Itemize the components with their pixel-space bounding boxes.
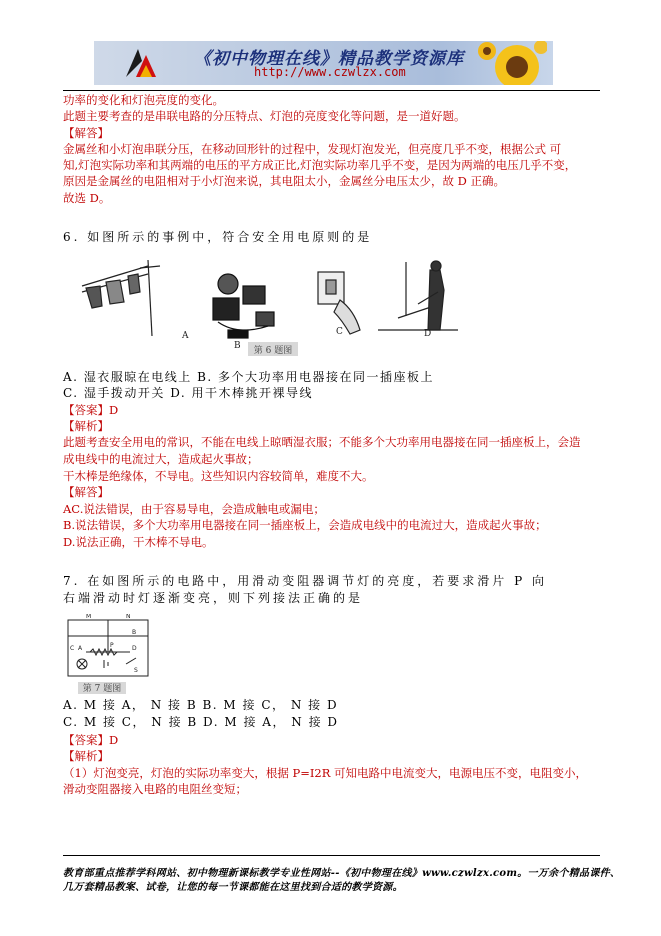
text-line: 故选 D。 bbox=[63, 191, 111, 205]
header-banner bbox=[94, 41, 553, 85]
figure-7-caption: 第 7 题图 bbox=[82, 684, 122, 694]
circuit-label-d: D bbox=[132, 645, 137, 652]
text-line: 此题考查安全用电的常识，不能在电线上晾晒湿衣服；不能多个大功率用电器接在同一插座板上，会造 bbox=[63, 435, 581, 449]
section-heading: 【解析】 bbox=[63, 419, 109, 433]
figure-6-d-dry-stick bbox=[378, 261, 458, 330]
sunflower-icon bbox=[477, 41, 547, 85]
text-line: 此题主要考查的是串联电路的分压特点、灯泡的亮度变化等问题，是一道好题。 bbox=[63, 109, 466, 123]
site-logo bbox=[124, 47, 158, 79]
circuit-label-c: C bbox=[70, 645, 75, 652]
figure-6-label-a: A bbox=[182, 331, 189, 341]
question-7-line-2: 右端滑动时灯逐渐变亮，则下列接法正确的是 bbox=[63, 591, 364, 605]
footer-line-1: 教育部重点推荐学科网站、初中物理新课标教学专业性网站--《初中物理在线》www.czwlzx.com。一万余个精品课件、 bbox=[63, 868, 621, 879]
q7-options-line-2: C. M 接 C， N 接 B D. M 接 A， N 接 D bbox=[63, 715, 339, 729]
figure-6 bbox=[78, 256, 464, 360]
circuit-label-b: B bbox=[132, 629, 137, 636]
figure-6-a-clothes-on-wire bbox=[82, 260, 160, 336]
answer-label: 【答案】D bbox=[63, 403, 119, 417]
figure-6-b-appliances bbox=[213, 274, 274, 338]
figure-6-label-b: B bbox=[234, 341, 241, 351]
q6-options-line-2: C. 湿手拨动开关 D. 用干木棒挑开裸导线 bbox=[63, 386, 314, 400]
text-line: 金属丝和小灯泡串联分压，在移动回形针的过程中，发现灯泡发光，但亮度几乎不变，根据公式 可 bbox=[63, 142, 562, 156]
text-line: 知,灯泡实际功率和其两端的电压的平方成正比,灯泡实际功率几乎不变，是因为两端的电压几乎不变， bbox=[63, 158, 577, 172]
circuit-label-n: N bbox=[126, 614, 131, 620]
figure-6-label-c: C bbox=[336, 327, 343, 337]
question-6: 6. 如图所示的事例中，符合安全用电原则的是 bbox=[63, 230, 373, 244]
section-heading: 【解析】 bbox=[63, 749, 109, 763]
circuit-label-p: P bbox=[110, 642, 114, 649]
figure-6-label-d: D bbox=[424, 329, 432, 339]
text-line: 滑动变阻器接入电路的电阻丝变短； bbox=[63, 782, 247, 796]
circuit-label-a: A bbox=[78, 645, 83, 652]
q7-options-line-1: A. M 接 A， N 接 B B. M 接 C， N 接 D bbox=[63, 698, 339, 712]
figure-6-c-wet-hand-switch bbox=[318, 272, 360, 334]
text-line: 成电线中的电流过大，造成起火事故； bbox=[63, 452, 259, 466]
figure-7-circuit bbox=[64, 614, 154, 696]
banner-url[interactable]: http://www.czwlzx.com bbox=[254, 65, 406, 79]
answer-label: 【答案】D bbox=[63, 733, 119, 747]
section-heading: 【解答】 bbox=[63, 485, 109, 499]
text-line: D.说法正确，干木棒不导电。 bbox=[63, 535, 214, 549]
banner-title: 《初中物理在线》精品教学资源库 bbox=[194, 49, 464, 69]
text-line: 功率的变化和灯泡亮度的变化。 bbox=[63, 93, 224, 107]
footer-rule bbox=[63, 855, 600, 856]
section-heading: 【解答】 bbox=[63, 126, 109, 140]
figure-6-caption: 第 6 题图 bbox=[253, 346, 293, 356]
circuit-label-m: M bbox=[86, 614, 92, 620]
circuit-label-s: S bbox=[134, 667, 138, 674]
text-line: 干木棒是绝缘体，不导电。这些知识内容较简单，难度不大。 bbox=[63, 469, 374, 483]
text-line: 原因是金属丝的电阻相对于小灯泡来说，其电阻太小，金属丝分电压太少，故 D 正确。 bbox=[63, 174, 506, 188]
footer-line-2: 几万套精品教案、试卷，让您的每一节课都能在这里找到合适的教学资源。 bbox=[63, 882, 403, 893]
text-line: AC.说法错误，由于容易导电，会造成触电或漏电； bbox=[63, 502, 325, 516]
header-rule bbox=[63, 90, 600, 91]
text-line: B.说法错误，多个大功率用电器接在同一插座板上，会造成电线中的电流过大，造成起火事故； bbox=[63, 518, 547, 532]
question-7-line-1: 7. 在如图所示的电路中，用滑动变阻器调节灯的亮度，若要求滑片 P 向 bbox=[63, 574, 547, 588]
text-line: （1）灯泡变亮，灯泡的实际功率变大，根据 P=I2R 可知电路中电流变大，电源电压不变，电阻变小， bbox=[63, 766, 588, 780]
figure-6-labels bbox=[181, 327, 431, 351]
q6-options-line-1: A. 湿衣服晾在电线上 B. 多个大功率用电器接在同一插座板上 bbox=[63, 370, 435, 384]
